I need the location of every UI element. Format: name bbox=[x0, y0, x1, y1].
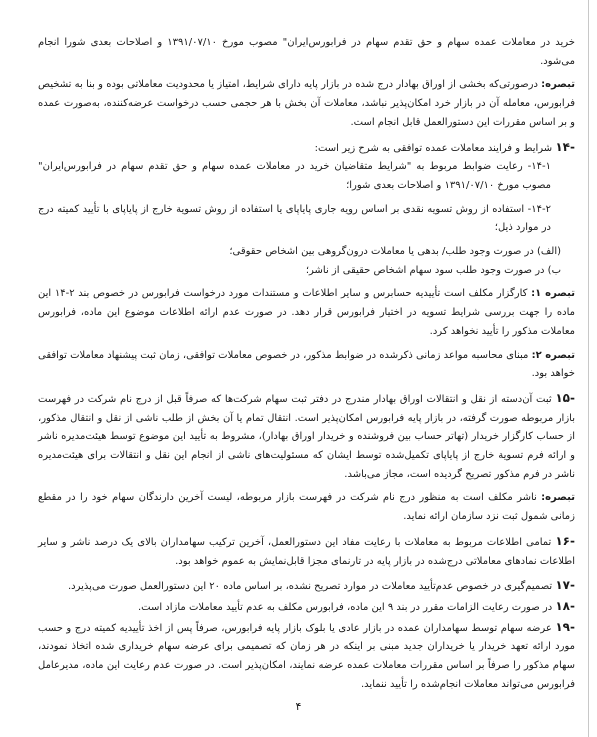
clause-number: -۱۴ bbox=[555, 139, 575, 154]
subclause-text: رعایت ضوابط مربوط به "شرایط متقاضیان خرید در معاملات عمده سهام و حق تقدم سهام در فرابورس‌ایران" مصوب مورخ ۱۳۹۱/۰۷/۱۰ و اصلاحات بعدی شورا؛ bbox=[38, 161, 551, 191]
clause-16 bbox=[38, 532, 575, 571]
clause-number: -۱۷ bbox=[555, 578, 575, 593]
subclause-number: ۱۴-۱- bbox=[527, 161, 551, 173]
note-label: تبصره ۲: bbox=[531, 349, 576, 361]
note-label: تبصره: bbox=[541, 79, 575, 91]
note-1 bbox=[38, 285, 575, 341]
clause-text: ثبت آن‌دسته از نقل و انتقالات اوراق بهادار مندرج در دفتر ثبت سهام شرکت‌ها که صرفاً قبل از درج نام شرکت در فهرست بازار مربوطه صورت گرفته، در بازار پایه فرابورس امکان‌پذیر است. انتقال تمام یا آن بخش از طلب ناشی از نقل و انتقال مذکور، از حساب کارگزار خریدار (تهاتر حساب بین فروشنده و خریدار اوراق بهادار)، مشروط به تأیید این موضوع توسط هیئت‌مدیره ناشر و ارائه فرم تسویة خارج از پایاپای تکمیل‌شده توسط ایشان که مسئولیت‌های ناشی از انجام این نقل و انتقالات برای هیئت‌مدیره ناشر در فرم مذکور تصریح گردیده است، مجاز می‌باشد. bbox=[38, 393, 575, 480]
clause-text: تصمیم‌گیری در خصوص عدم‌تأیید معاملات در موارد تصریح نشده، بر اساس ماده ۲۰ این دستورالعمل صورت می‌پذیرد. bbox=[68, 581, 553, 593]
note-label: تبصره: bbox=[541, 492, 575, 504]
note-general bbox=[38, 76, 575, 132]
paragraph-continuation bbox=[38, 34, 575, 71]
clause-15 bbox=[38, 389, 575, 485]
continuation-text: خرید در معاملات عمده سهام و حق تقدم سهام در فرابورس‌ایران" مصوب مورخ ۱۳۹۱/۰۷/۱۰ و اصلاحات بعدی شورا انجام می‌شود. bbox=[38, 37, 575, 67]
page-edge-line bbox=[588, 0, 589, 737]
clause-number: -۱۵ bbox=[555, 390, 575, 405]
clause-19 bbox=[38, 618, 575, 695]
clause-number: -۱۹ bbox=[555, 619, 575, 634]
clause-number: -۱۶ bbox=[555, 533, 575, 548]
subclause-text: استفاده از روش تسویه نقدی بر اساس رویه جاری پایاپای یا استفاده از روش تسویة خارج از پایاپای با تأیید کمیته درج در موارد ذیل؛ bbox=[38, 203, 551, 234]
clause-14-1 bbox=[38, 158, 575, 195]
list-item-text: ب) در صورت وجود طلب سود سهام اشخاص حقیقی از ناشر؛ bbox=[305, 264, 561, 276]
clause-text: عرضه سهام توسط سهامداران عمده در بازار عادی یا بلوک بازار پایه فرابورس، صرفاً پس از اخذ تأییدیه کمیته درج و حسب مورد ارائه تعهد خریدار یا خریداران جدید مبنی بر اینکه در هر زمان که تصمیمی برای عرضه سهام خریداری شده اتخاذ نمودند، سهام مذکور را صرفاً بر اساس مقررات معاملات عمده عرضه نمایند، امکان‌پذیر است. در صورت عدم رعایت این ماده، مدیرعامل فرابورس می‌تواند معاملات انجام‌شده را تأیید ننماید. bbox=[38, 622, 575, 690]
note-2 bbox=[38, 347, 575, 384]
document-body bbox=[38, 34, 575, 695]
clause-text: در صورت رعایت الزامات مقرر در بند ۹ این ماده، فرابورس مکلف به عدم تأیید معاملات مازاد است. bbox=[137, 601, 553, 613]
note-text: کارگزار مکلف است تأییدیه حسابرس و سایر اطلاعات و مستندات مورد درخواست فرابورس در خصوص بند ۲-۱۴ این ماده را جهت بررسی شرایط تسویه در اختیار فرابورس قرار دهد. در صورت عدم ارائه اطلاعات موضوع این ماده، فرابورس معاملات مذکور را تأیید نخواهد کرد. bbox=[38, 288, 575, 337]
clause-18 bbox=[38, 597, 575, 618]
note-text: مبنای محاسبه مواعد زمانی ذکرشده در ضوابط مذکور، در خصوص معاملات توافقی، زمان ثبت پیشنهاد معاملات توافقی خواهد بود. bbox=[38, 349, 575, 380]
clause-text: شرایط و فرایند معاملات عمده توافقی به شرح زیر است: bbox=[314, 142, 553, 154]
clause-14 bbox=[38, 138, 575, 159]
subclause-number: ۱۴-۲- bbox=[527, 203, 551, 215]
note-text: درصورتی‌که بخشی از اوراق بهادار درج شده در بازار پایه دارای شرایط، امتیاز یا محدودیت معاملاتی بوده و بنا به تشخیص فرابورس، معامله آن در بازار خرد امکان‌پذیر نباشد، معاملات آن بخش با هر حجمی حسب درخواست عرضه‌کننده، به‌صورت عمده و بر اساس مقررات این دستورالعمل قابل انجام است. bbox=[38, 79, 575, 128]
page-number: ۴ bbox=[295, 700, 302, 713]
list-item-be bbox=[38, 262, 575, 281]
clause-number: -۱۸ bbox=[555, 598, 575, 613]
note-text: ناشر مکلف است به منظور درج نام شرکت در فهرست بازار مربوطه، لیست آخرین دارندگان سهام خود را در مقطع زمانی شمول ثبت نزد سازمان ارائه نماید. bbox=[38, 492, 575, 523]
note-label: تبصره ۱: bbox=[531, 288, 576, 300]
clause-14-2 bbox=[38, 201, 575, 238]
list-item-text: (الف) در صورت وجود طلب/ بدهی یا معاملات درون‌گروهی بین اشخاص حقوقی؛ bbox=[229, 246, 561, 258]
list-item-alef bbox=[38, 243, 575, 262]
note-15 bbox=[38, 489, 575, 526]
clause-17 bbox=[38, 576, 575, 597]
clause-text: تمامی اطلاعات مربوط به معاملات با رعایت مفاد این دستورالعمل، آخرین ترکیب سهامداران بالای یک درصد ناشر و سایر اطلاعات نمادهای معاملاتی درج‌شده در بازار پایه در تارنمای مجزا قابل‌نمایش به عموم خواهد بود. bbox=[38, 536, 575, 567]
